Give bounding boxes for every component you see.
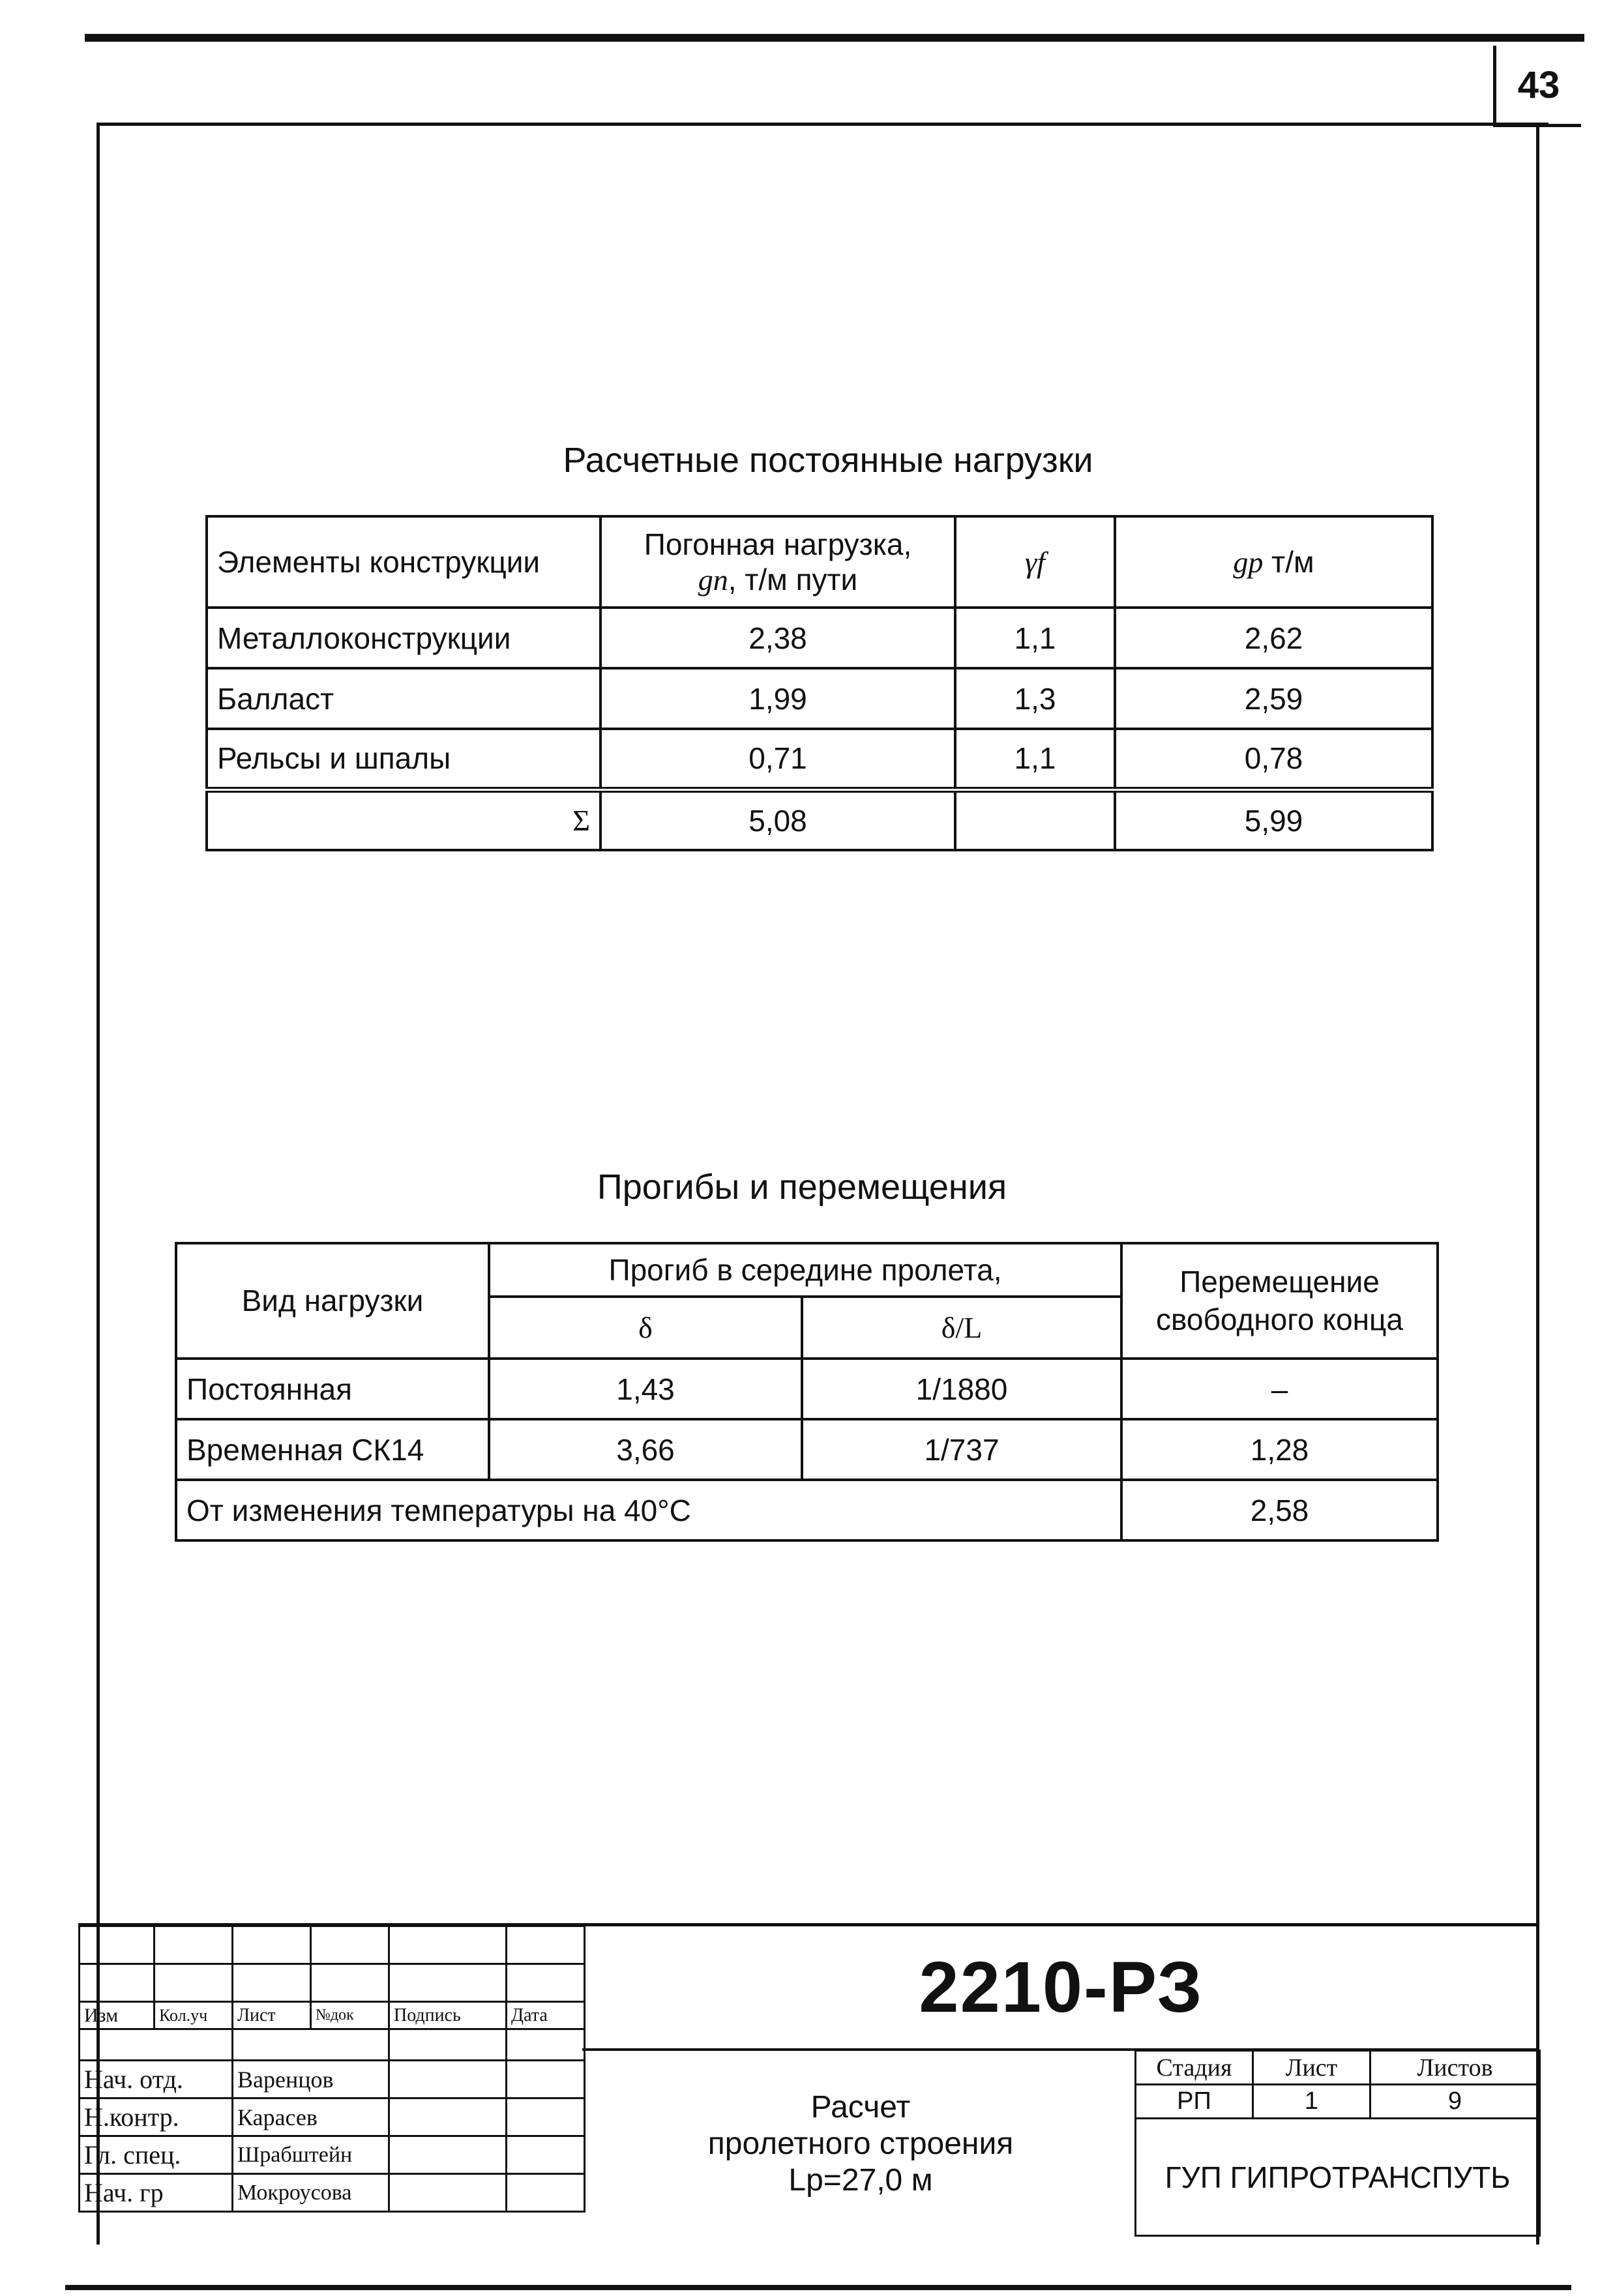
row-load-type: Временная СК14 — [176, 1419, 489, 1480]
sheets-label: Листов — [1371, 2051, 1540, 2085]
document-title-line2: пролетного строения — [707, 2127, 1014, 2161]
document-title-line1: Расчет — [810, 2090, 911, 2125]
signature-role: Н.контр. — [80, 2098, 233, 2136]
row-gn: 2,38 — [600, 608, 955, 668]
total-row — [207, 789, 1432, 850]
hdr-podpis: Подпись — [389, 2002, 507, 2029]
row-delta: 3,66 — [489, 1419, 802, 1480]
deflections-table-title: Прогибы и перемещения — [597, 1168, 1007, 1207]
header-midspan: Прогиб в середине пролета, — [489, 1243, 1121, 1297]
row-free-end: – — [1121, 1359, 1438, 1419]
loads-header-row — [207, 516, 1432, 608]
organization-name: ГУП ГИПРОТРАНСПУТЬ — [1136, 2119, 1540, 2236]
header-design-load — [1115, 516, 1432, 608]
row-delta-l: 1/1880 — [802, 1359, 1121, 1419]
signature-role: Гл. спец. — [80, 2136, 233, 2174]
header-gp-symbol: gp — [1233, 546, 1264, 579]
header-linear-load-line1: Погонная нагрузка, — [644, 527, 912, 561]
header-linear-load — [600, 516, 955, 608]
row-delta: 1,43 — [489, 1359, 802, 1419]
document-title — [587, 2089, 1134, 2199]
temperature-label: От изменения температуры на 40°С — [176, 1480, 1121, 1540]
row-gp: 0,78 — [1115, 729, 1432, 789]
loads-table — [205, 515, 1434, 851]
header-delta: δ — [489, 1297, 802, 1359]
signature-row — [80, 2174, 585, 2212]
row-delta-l: 1/737 — [802, 1419, 1121, 1480]
hdr-list: Лист — [233, 2002, 311, 2029]
deflections-header-row-1 — [176, 1243, 1438, 1297]
signature-name: Шрабштейн — [233, 2136, 389, 2174]
row-gamma: 1,3 — [955, 668, 1115, 729]
table-row — [176, 1419, 1438, 1480]
row-gp: 2,62 — [1115, 608, 1432, 668]
signature-role: Нач. гр — [80, 2174, 233, 2212]
temperature-row — [176, 1480, 1438, 1540]
row-gn: 0,71 — [600, 729, 955, 789]
row-element: Рельсы и шпалы — [207, 729, 600, 789]
header-load-type: Вид нагрузки — [176, 1243, 489, 1359]
stage-sheet-table — [1134, 2050, 1541, 2237]
stage-label: Стадия — [1136, 2051, 1253, 2085]
signature-row — [80, 2136, 585, 2174]
header-gamma: γf — [955, 516, 1115, 608]
document-code: 2210-РЗ — [919, 1947, 1204, 2027]
page-number: 43 — [1493, 46, 1581, 127]
signature-role: Нач. отд. — [80, 2061, 233, 2098]
document-title-line3: Lр=27,0 м — [788, 2163, 933, 2198]
signature-name: Карасев — [233, 2098, 389, 2136]
signature-name: Варенцов — [233, 2061, 389, 2098]
signature-name: Мокроусова — [233, 2174, 389, 2212]
total-sigma: Σ — [207, 789, 600, 850]
hdr-kol-uch: Кол.уч — [155, 2002, 233, 2029]
temperature-value: 2,58 — [1121, 1480, 1438, 1540]
table-row — [207, 668, 1432, 729]
total-gp: 5,99 — [1115, 789, 1432, 850]
sheet-value: 1 — [1253, 2085, 1371, 2119]
total-gamma — [955, 789, 1115, 850]
sheet-label: Лист — [1253, 2051, 1371, 2085]
header-design-unit: т/м — [1263, 545, 1314, 579]
row-load-type: Постоянная — [176, 1359, 489, 1419]
table-row — [176, 1359, 1438, 1419]
frame-bottom-border — [65, 2285, 1571, 2290]
table-row — [207, 729, 1432, 789]
signature-row — [80, 2061, 585, 2098]
header-gn-symbol: gn — [698, 563, 728, 596]
table-row — [207, 608, 1432, 668]
row-gp: 2,59 — [1115, 668, 1432, 729]
row-gamma: 1,1 — [955, 608, 1115, 668]
header-elements: Элементы конструкции — [207, 516, 600, 608]
row-free-end: 1,28 — [1121, 1419, 1438, 1480]
loads-table-title: Расчетные постоянные нагрузки — [563, 441, 1093, 480]
hdr-izm: Изм — [80, 2002, 155, 2029]
row-element: Балласт — [207, 668, 600, 729]
frame-header-divider — [98, 123, 1548, 126]
frame-top-border — [85, 34, 1584, 42]
header-free-end: Перемещение свободного конца — [1121, 1243, 1438, 1359]
sheets-value: 9 — [1371, 2085, 1540, 2119]
row-element: Металлоконструкции — [207, 608, 600, 668]
stage-value: РП — [1136, 2085, 1253, 2119]
total-gn: 5,08 — [600, 789, 955, 850]
change-record-grid — [78, 1925, 585, 2213]
hdr-data: Дата — [507, 2002, 585, 2029]
row-gn: 1,99 — [600, 668, 955, 729]
deflections-table — [175, 1242, 1439, 1542]
row-gamma: 1,1 — [955, 729, 1115, 789]
hdr-ndok: №док — [311, 2002, 389, 2029]
signature-row — [80, 2098, 585, 2136]
change-header-row — [80, 2002, 585, 2029]
header-delta-l: δ/L — [802, 1297, 1121, 1359]
header-linear-load-line2: , т/м пути — [728, 563, 858, 596]
